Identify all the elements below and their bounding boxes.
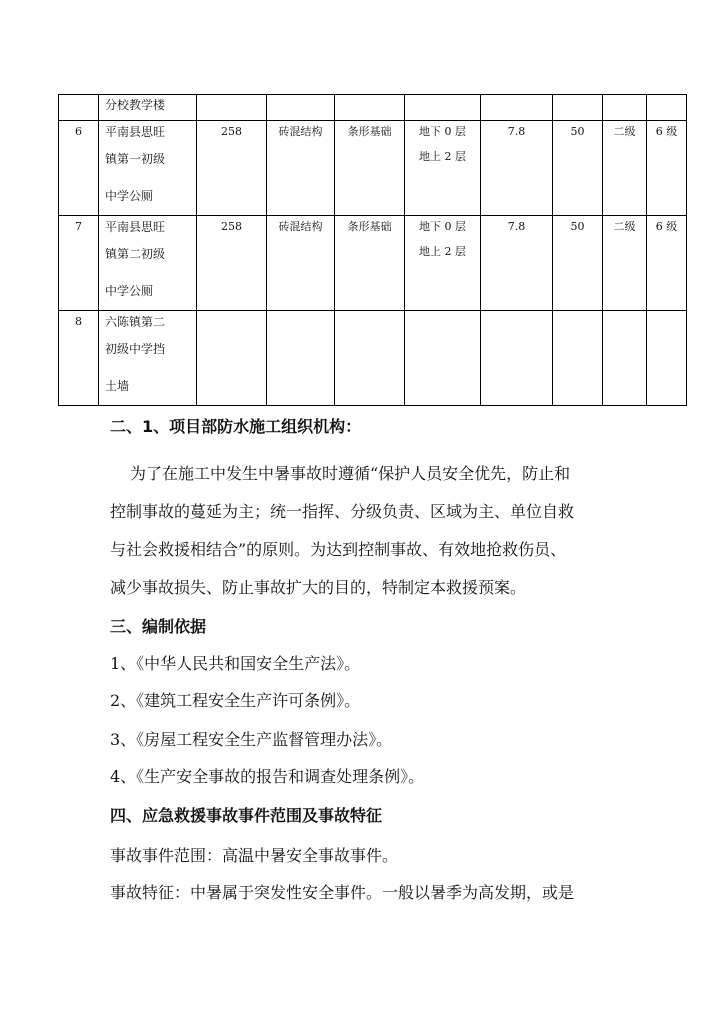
cell-height: 7.8 [481, 121, 553, 216]
section2-para-line-3: 与社会救援相结合”的原则。为达到控制事故、有效地抢救伤员、 [110, 540, 567, 559]
cell-life [553, 95, 603, 121]
cell-foundation: 条形基础 [335, 121, 405, 216]
table-row [59, 95, 687, 121]
basis-item-2: 2、《建筑工程安全生产许可条例》。 [110, 691, 361, 710]
floor-line: 地下 0 层 [419, 125, 466, 138]
building-name-line: 镇第二初级 [105, 247, 166, 261]
cell-name [99, 95, 197, 121]
scope-line: 事故事件范围：高温中暑安全事故事件。 [110, 846, 399, 865]
cell-foundation [335, 95, 405, 121]
cell-life: 50 [553, 216, 603, 311]
cell-height [481, 95, 553, 121]
building-name-line: 中学公厕 [105, 284, 154, 298]
cell-seismic: 6 级 [647, 121, 687, 216]
cell-grade [603, 95, 647, 121]
cell-foundation [335, 311, 405, 406]
building-name-line: 镇第一初级 [105, 152, 166, 166]
cell-height [481, 311, 553, 406]
cell-no: 8 [59, 311, 99, 406]
building-name-line: 平南县思旺 [105, 125, 166, 139]
cell-structure: 砖混结构 [267, 216, 335, 311]
cell-floors [405, 121, 481, 216]
cell-no: 6 [59, 121, 99, 216]
cell-grade [603, 311, 647, 406]
cell-height: 7.8 [481, 216, 553, 311]
floor-line: 地上 2 层 [419, 150, 466, 163]
floor-line: 地下 0 层 [419, 220, 466, 233]
cell-name [99, 121, 197, 216]
cell-life: 50 [553, 121, 603, 216]
building-name-line: 分校教学楼 [105, 98, 166, 112]
table-row [59, 216, 687, 311]
basis-item-1: 1、《中华人民共和国安全生产法》。 [110, 654, 361, 673]
feature-line: 事故特征：中暑属于突发性安全事件。一般以暑季为高发期，或是 [110, 883, 575, 902]
cell-no [59, 95, 99, 121]
building-name-line: 六陈镇第二 [105, 315, 166, 329]
cell-grade: 二级 [603, 121, 647, 216]
building-name-line: 中学公厕 [105, 189, 154, 203]
cell-name [99, 311, 197, 406]
cell-floors [405, 216, 481, 311]
building-name-line: 土墙 [105, 379, 130, 393]
cell-grade: 二级 [603, 216, 647, 311]
floor-line: 地上 2 层 [419, 245, 466, 258]
cell-floors [405, 95, 481, 121]
cell-area [197, 311, 267, 406]
cell-area: 258 [197, 216, 267, 311]
table-row [59, 311, 687, 406]
building-table [58, 94, 687, 406]
building-name-line: 平南县思旺 [105, 220, 166, 234]
table-row [59, 121, 687, 216]
cell-no: 7 [59, 216, 99, 311]
cell-area: 258 [197, 121, 267, 216]
cell-structure [267, 95, 335, 121]
cell-foundation: 条形基础 [335, 216, 405, 311]
section2-para-line-2: 控制事故的蔓延为主；统一指挥、分级负责、区域为主、单位自救 [110, 502, 575, 521]
cell-floors [405, 311, 481, 406]
cell-seismic: 6 级 [647, 216, 687, 311]
building-name-line: 初级中学挡 [105, 342, 166, 356]
cell-name [99, 216, 197, 311]
cell-structure: 砖混结构 [267, 121, 335, 216]
cell-life [553, 311, 603, 406]
cell-seismic [647, 311, 687, 406]
cell-area [197, 95, 267, 121]
basis-item-3: 3、《房屋工程安全生产监督管理办法》。 [110, 730, 393, 749]
section3-heading: 三、编制依据 [110, 617, 207, 636]
section4-heading: 四、应急救援事故事件范围及事故特征 [110, 806, 383, 825]
cell-seismic [647, 95, 687, 121]
cell-structure [267, 311, 335, 406]
section2-para-line-1: 为了在施工中发生中暑事故时遵循“保护人员安全优先，防止和 [130, 464, 571, 483]
basis-item-4: 4、《生产安全事故的报告和调查处理条例》。 [110, 767, 425, 786]
section2-para-line-4: 减少事故损失、防止事故扩大的目的，特制定本救援预案。 [110, 578, 527, 597]
section2-heading: 二、1、项目部防水施工组织机构： [110, 417, 362, 436]
